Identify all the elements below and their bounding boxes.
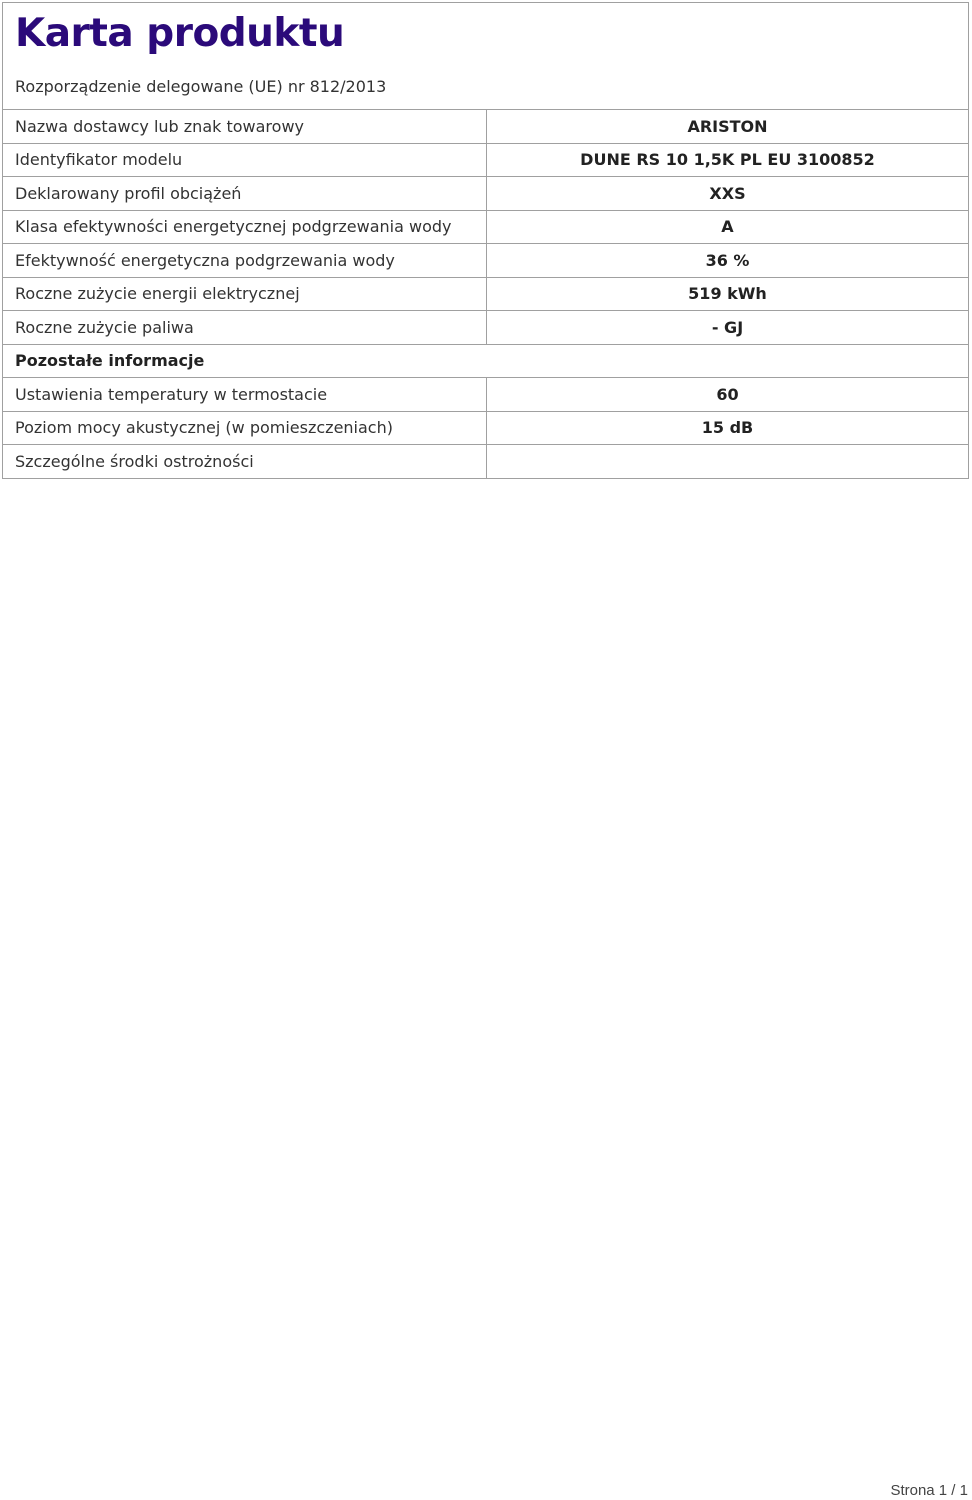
row-value-model: DUNE RS 10 1,5K PL EU 3100852 <box>487 143 969 177</box>
table-row <box>3 210 968 244</box>
table-row <box>3 378 968 412</box>
regulation-reference: Rozporządzenie delegowane (UE) nr 812/2013 <box>3 63 968 110</box>
row-value-fuel: - GJ <box>487 311 969 345</box>
table-row <box>3 177 968 211</box>
row-label-load-profile: Deklarowany profil obciążeń <box>3 177 487 211</box>
table-row <box>3 411 968 445</box>
row-label-fuel: Roczne zużycie paliwa <box>3 311 487 345</box>
row-value-efficiency-class: A <box>487 210 969 244</box>
row-value-sound-power: 15 dB <box>487 411 969 445</box>
table-row <box>3 143 968 177</box>
product-data-table <box>3 110 968 479</box>
table-row <box>3 110 968 143</box>
section-title: Pozostałe informacje <box>3 344 968 378</box>
product-fiche <box>2 2 969 479</box>
table-row <box>3 311 968 345</box>
row-label-efficiency: Efektywność energetyczna podgrzewania wody <box>3 244 487 278</box>
row-label-efficiency-class: Klasa efektywności energetycznej podgrzewania wody <box>3 210 487 244</box>
row-value-efficiency: 36 % <box>487 244 969 278</box>
row-label-model: Identyfikator modelu <box>3 143 487 177</box>
row-label-precautions: Szczególne środki ostrożności <box>3 445 487 479</box>
table-row <box>3 244 968 278</box>
row-value-electricity: 519 kWh <box>487 277 969 311</box>
row-value-thermostat: 60 <box>487 378 969 412</box>
row-value-load-profile: XXS <box>487 177 969 211</box>
row-label-electricity: Roczne zużycie energii elektrycznej <box>3 277 487 311</box>
row-label-supplier: Nazwa dostawcy lub znak towarowy <box>3 110 487 143</box>
row-value-supplier: ARISTON <box>487 110 969 143</box>
page-title: Karta produktu <box>15 10 345 56</box>
row-label-sound-power: Poziom mocy akustycznej (w pomieszczeniach) <box>3 411 487 445</box>
table-row <box>3 277 968 311</box>
title-row <box>3 3 968 63</box>
page-number: Strona 1 / 1 <box>890 1482 968 1499</box>
section-header-row <box>3 344 968 378</box>
row-value-precautions <box>487 445 969 479</box>
table-row <box>3 445 968 479</box>
row-label-thermostat: Ustawienia temperatury w termostacie <box>3 378 487 412</box>
